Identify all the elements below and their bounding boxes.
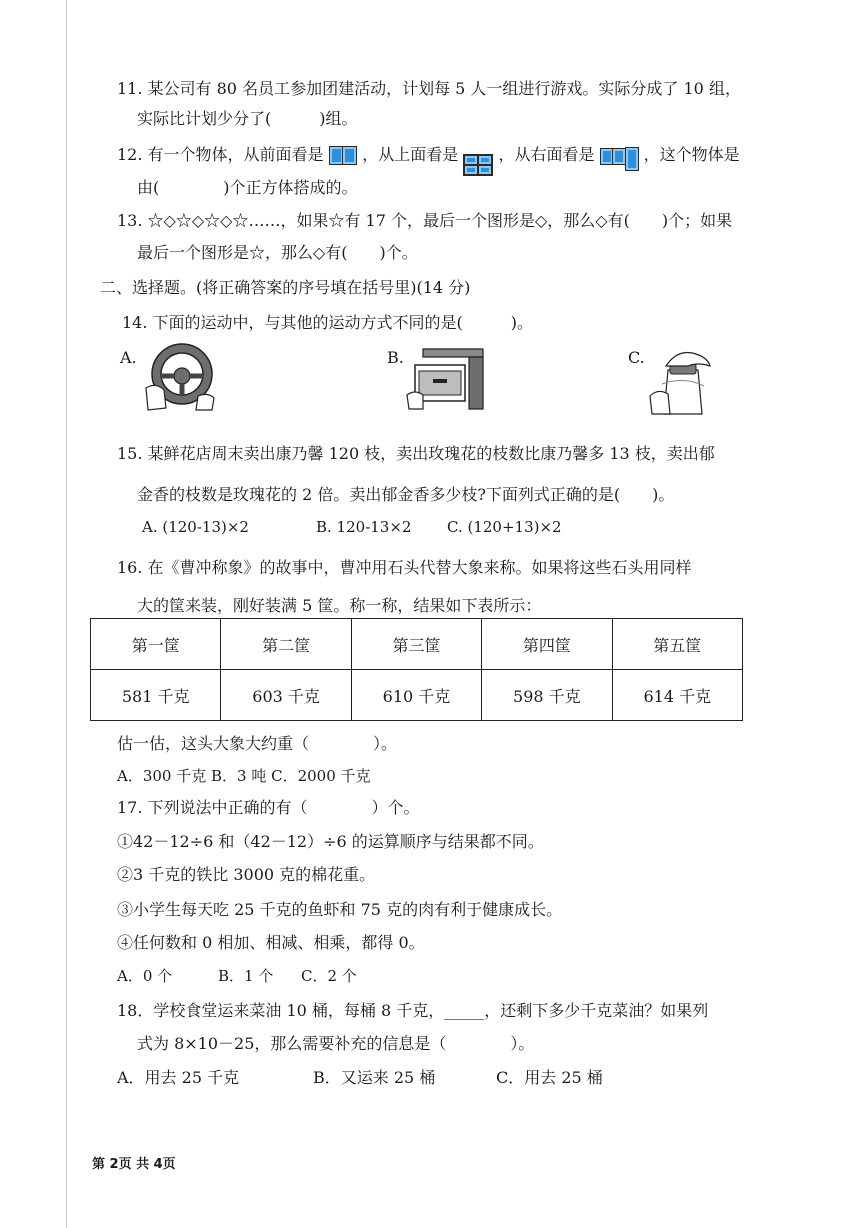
q12-part2: ，从上面看是 (362, 145, 459, 164)
q15-line2: 金香的枝数是玫瑰花的 2 倍。卖出郁金香多少枝?下面列式正确的是( )。 (137, 485, 675, 504)
front-view-icon (329, 146, 358, 171)
q18-line1-text-a: 18．学校食堂运来菜油 10 桶，每桶 8 千克， (117, 1001, 445, 1020)
table-cell: 603 千克 (221, 670, 351, 721)
q15-option-b: B. 120-13×2 (316, 518, 412, 536)
page-footer: 第 2页 共 4页 (92, 1157, 176, 1172)
table-header-cell: 第一筐 (91, 619, 221, 670)
bottle-cap-icon (648, 340, 722, 416)
q18-option-b: B．又运来 25 桶 (313, 1068, 436, 1087)
top-view-icon (463, 154, 493, 176)
table-cell: 598 千克 (482, 670, 612, 721)
q18-fill-blank: _____ (444, 1001, 485, 1020)
q18-option-a: A．用去 25 千克 (117, 1068, 240, 1087)
q17-statement-4: ④任何数和 0 相加、相减、相乘，都得 0。 (117, 933, 425, 952)
q15-option-c: C. (120+13)×2 (447, 518, 562, 536)
q17-option-b: B．1 个 (218, 967, 274, 985)
q14-option-a: A. (120, 348, 137, 367)
table-header-row (91, 619, 743, 670)
q12-part4: ，这个物体是 (643, 145, 740, 164)
q15-line1: 15. 某鲜花店周末卖出康乃馨 120 枝，卖出玫瑰花的枝数比康乃馨多 13 枝，卖出郁 (117, 444, 715, 463)
q14-option-b: B. (387, 348, 404, 367)
drawer-icon (405, 345, 485, 413)
q17-stem: 17. 下列说法中正确的有（ ）个。 (117, 798, 420, 817)
section2-title: 二、选择题。(将正确答案的序号填在括号里)(14 分) (100, 278, 471, 297)
q15-option-a: A. (120-13)×2 (142, 518, 249, 536)
right-view-icon (600, 147, 639, 171)
q17-statement-1: ①42－12÷6 和（42－12）÷6 的运算顺序与结果都不同。 (117, 832, 544, 851)
table-header-cell: 第二筐 (221, 619, 351, 670)
table-row (91, 670, 743, 721)
q12-part1: 12. 有一个物体，从前面看是 (117, 145, 324, 164)
q17-statement-2: ②3 千克的铁比 3000 克的棉花重。 (117, 865, 376, 884)
table-header-cell: 第三筐 (351, 619, 481, 670)
q16-options: A．300 千克 B．3 吨 C．2000 千克 (117, 767, 371, 785)
q18-option-c: C．用去 25 桶 (496, 1068, 603, 1087)
table-cell: 610 千克 (351, 670, 481, 721)
q18-line1-text-c: ，还剩下多少千克菜油？如果列 (484, 1001, 709, 1020)
q11-line2: 实际比计划少分了( )组。 (137, 109, 358, 128)
q17-option-c: C．2 个 (301, 967, 357, 985)
q12-part3: ，从右面看是 (498, 145, 595, 164)
q17-statement-3: ③小学生每天吃 25 千克的鱼虾和 75 克的肉有利于健康成长。 (117, 900, 563, 919)
q18-line1 (117, 1000, 708, 1022)
q16-estimate: 估一估，这头大象大约重（ ）。 (117, 734, 398, 753)
table-cell: 614 千克 (612, 670, 742, 721)
q13-line1: 13. ☆◇☆◇☆◇☆……，如果☆有 17 个，最后一个图形是◇，那么◇有( )个；如果 (117, 211, 733, 230)
q16-line2: 大的筐来装，刚好装满 5 筐。称一称，结果如下表所示： (137, 596, 542, 615)
binding-margin-line (66, 0, 67, 1228)
q13-line2: 最后一个图形是☆，那么◇有( )个。 (137, 243, 418, 262)
q11-line1: 11. 某公司有 80 名员工参加团建活动，计划每 5 人一组进行游戏。实际分成了 10 组， (117, 79, 741, 98)
q12-line1 (117, 144, 740, 176)
q17-option-a: A．0 个 (117, 967, 173, 985)
table-cell: 581 千克 (91, 670, 221, 721)
q14-option-c: C. (628, 348, 645, 367)
table-header-cell: 第四筐 (482, 619, 612, 670)
basket-weight-table (90, 618, 743, 721)
q12-line2: 由( )个正方体搭成的。 (137, 178, 358, 197)
q14-stem: 14. 下面的运动中，与其他的运动方式不同的是( )。 (122, 313, 534, 332)
table-header-cell: 第五筐 (612, 619, 742, 670)
q18-line2: 式为 8×10－25，那么需要补充的信息是（ ）。 (137, 1034, 535, 1053)
q16-line1: 16. 在《曹冲称象》的故事中，曹冲用石头代替大象来称。如果将这些石头用同样 (117, 558, 692, 577)
steering-wheel-icon (142, 338, 218, 414)
